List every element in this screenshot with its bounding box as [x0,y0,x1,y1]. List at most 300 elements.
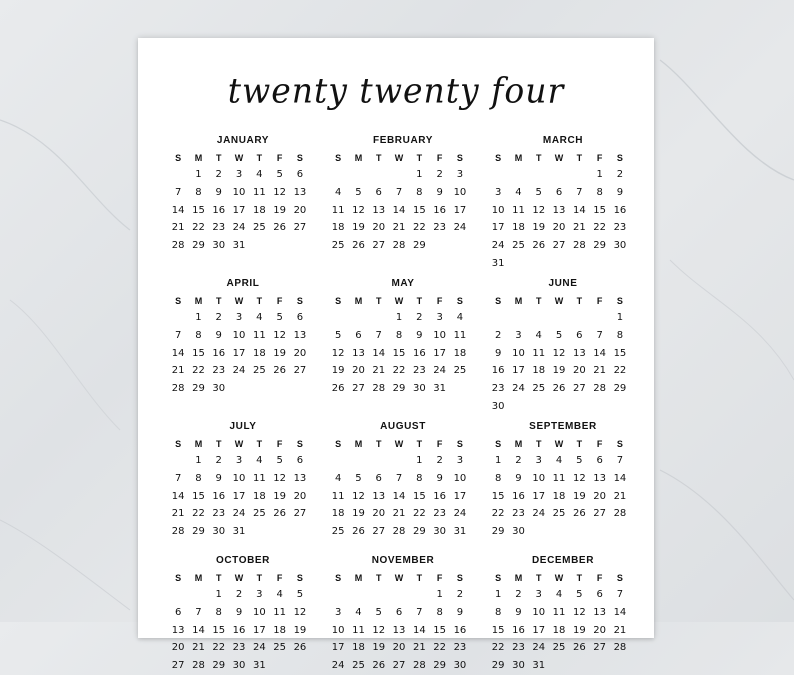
calendar-page [138,38,654,672]
day-cell: 1 [195,455,202,466]
day-cell: 16 [212,347,226,359]
day-cell: 12 [293,606,307,618]
day-cell: 16 [212,204,226,216]
day-cell: 4 [355,606,362,618]
day-cell: 24 [232,365,246,377]
day-cell: 21 [613,490,627,502]
day-cell: 30 [433,526,446,538]
day-cell: 18 [252,347,266,359]
weekday-label: T [256,439,263,449]
day-cell: 7 [375,329,382,341]
day-cell: 27 [293,508,307,520]
weekday-label: S [495,153,502,163]
day-cell: 8 [616,329,624,341]
empty-cell [328,309,348,327]
weekday-label: S [175,573,182,583]
weekday-label: T [375,573,382,583]
empty-cell [488,309,508,327]
weekday-label: T [535,153,542,163]
day-cell: 24 [331,660,345,672]
weekday-label: M [354,439,363,449]
weekday-label: F [436,296,443,306]
weekday-label: W [554,296,564,306]
day-cell: 3 [535,455,542,466]
day-cell: 30 [232,660,246,672]
day-cell: 3 [535,589,542,600]
empty-cell [168,309,188,327]
month-grid [488,437,638,541]
day-cell: 16 [613,204,627,216]
day-cell: 28 [593,383,606,395]
day-cell: 5 [535,186,542,198]
empty-cell [508,166,528,184]
day-cell: 22 [491,642,505,654]
day-cell: 26 [352,240,365,252]
day-cell: 25 [512,240,525,252]
day-cell: 18 [532,365,546,377]
day-cell: 24 [232,508,246,520]
day-cell: 8 [215,606,222,618]
empty-cell [369,309,389,327]
weekday-label: F [276,153,283,163]
day-cell: 26 [273,508,286,520]
weekday-label: S [456,296,463,306]
weekday-label: T [416,296,423,306]
day-cell: 3 [235,455,243,466]
day-cell: 25 [552,642,566,654]
day-cell: 24 [232,222,246,234]
day-cell: 17 [232,204,246,216]
day-cell: 14 [572,204,586,216]
weekday-label: T [375,153,382,163]
day-cell: 14 [192,624,205,636]
day-cell: 3 [235,169,243,180]
day-cell: 3 [494,186,502,198]
empty-cell [328,166,348,184]
day-cell: 19 [532,222,546,234]
empty-cell [348,166,368,184]
month-june [488,277,638,416]
day-cell: 3 [436,312,443,323]
day-cell: 12 [273,472,286,484]
day-cell: 26 [552,383,566,395]
day-cell: 23 [433,508,446,520]
day-cell: 30 [412,383,426,395]
weekday-label: W [234,153,244,163]
day-cell: 19 [372,642,386,654]
day-cell: 12 [352,490,365,502]
weekday-label: F [436,573,443,583]
day-cell: 11 [352,624,365,636]
day-cell: 5 [334,329,342,341]
day-cell: 3 [256,589,263,600]
day-cell: 5 [576,589,583,600]
day-cell: 30 [613,240,627,252]
weekday-label: S [175,296,182,306]
day-cell: 14 [613,606,627,618]
day-cell: 20 [171,642,185,654]
day-cell: 18 [252,204,266,216]
day-cell: 21 [171,508,185,520]
day-cell: 10 [453,186,467,198]
day-cell: 21 [613,624,627,636]
day-cell: 24 [252,642,266,654]
day-cell: 26 [273,222,286,234]
day-cell: 5 [576,455,583,466]
day-cell: 7 [174,186,182,198]
day-cell: 15 [192,347,205,359]
day-cell: 13 [552,204,566,216]
day-cell: 4 [276,589,283,600]
day-cell: 10 [532,606,546,618]
day-cell: 6 [375,186,382,198]
month-grid [328,437,478,541]
weekday-label: M [194,573,203,583]
day-cell: 16 [512,624,525,636]
empty-cell [529,166,549,184]
day-cell: 22 [392,365,406,377]
day-cell: 10 [232,186,246,198]
weekday-label: S [335,439,342,449]
month-name: NOVEMBER [371,555,435,566]
weekday-label: T [576,153,583,163]
weekday-label: F [596,573,603,583]
day-cell: 13 [593,472,606,484]
day-cell: 6 [296,455,304,466]
day-cell: 14 [372,347,386,359]
day-cell: 17 [232,490,246,502]
month-march [488,134,638,273]
empty-cell [549,166,569,184]
day-cell: 11 [552,472,566,484]
day-cell: 21 [572,222,586,234]
day-cell: 17 [532,624,546,636]
day-cell: 7 [395,186,403,198]
day-cell: 13 [293,186,307,198]
day-cell: 18 [273,624,286,636]
day-cell: 13 [593,606,606,618]
day-cell: 1 [616,312,624,323]
weekday-label: T [535,573,542,583]
day-cell: 17 [433,347,446,359]
day-cell: 28 [171,240,185,252]
weekday-label: S [335,296,342,306]
day-cell: 6 [296,169,304,180]
day-cell: 18 [552,624,566,636]
weekday-label: T [215,296,222,306]
day-cell: 28 [171,526,185,538]
day-cell: 12 [372,624,386,636]
day-cell: 2 [215,169,222,180]
weekday-label: S [296,439,303,449]
day-cell: 13 [352,347,365,359]
month-grid [168,437,318,541]
day-cell: 23 [433,222,446,234]
day-cell: 31 [232,526,246,538]
day-cell: 27 [171,660,185,672]
weekday-label: W [394,439,404,449]
day-cell: 8 [494,472,502,484]
weekday-label: T [416,153,423,163]
day-cell: 14 [171,490,185,502]
day-cell: 11 [512,204,525,216]
day-cell: 25 [453,365,467,377]
day-cell: 11 [552,606,566,618]
day-cell: 28 [192,660,205,672]
day-cell: 19 [273,347,286,359]
calendar-title: twenty twenty four [227,70,565,111]
empty-cell [348,309,368,327]
day-cell: 9 [235,606,243,618]
weekday-label: S [495,573,502,583]
weekday-label: M [194,153,203,163]
day-cell: 7 [596,329,603,341]
day-cell: 18 [252,490,266,502]
day-cell: 2 [436,169,443,180]
day-cell: 23 [212,508,226,520]
day-cell: 3 [515,329,522,341]
day-cell: 21 [192,642,205,654]
day-cell: 24 [532,642,546,654]
day-cell: 15 [192,204,205,216]
day-cell: 9 [416,329,423,341]
day-cell: 10 [433,329,446,341]
day-cell: 19 [293,624,307,636]
day-cell: 20 [372,222,386,234]
day-cell: 23 [512,642,525,654]
day-cell: 1 [416,169,423,180]
month-october [168,554,318,675]
weekday-label: W [554,439,564,449]
weekday-label: S [616,439,623,449]
day-cell: 29 [192,383,205,395]
weekday-label: F [276,439,283,449]
empty-cell [569,309,589,327]
day-cell: 12 [331,347,345,359]
weekday-label: T [215,439,222,449]
weekday-label: S [616,153,623,163]
day-cell: 18 [331,508,345,520]
day-cell: 31 [453,526,467,538]
weekday-label: S [296,573,303,583]
weekday-label: W [234,573,244,583]
weekday-label: W [394,573,404,583]
weekday-label: S [335,573,342,583]
day-cell: 22 [192,365,205,377]
day-cell: 6 [576,329,583,341]
weekday-label: S [616,296,623,306]
day-cell: 4 [555,455,563,466]
month-name: APRIL [226,278,260,289]
weekday-label: M [514,153,523,163]
day-cell: 25 [252,222,266,234]
month-name: OCTOBER [215,555,271,566]
day-cell: 24 [453,508,467,520]
day-cell: 31 [491,257,505,269]
weekday-label: F [596,439,603,449]
empty-cell [369,452,389,470]
day-cell: 22 [212,642,226,654]
day-cell: 1 [395,312,403,323]
day-cell: 13 [372,490,386,502]
weekday-label: T [576,296,583,306]
weekday-label: T [256,296,263,306]
day-cell: 16 [491,365,505,377]
day-cell: 5 [276,169,283,180]
day-cell: 23 [613,222,627,234]
day-cell: 6 [174,606,182,618]
day-cell: 22 [433,642,446,654]
day-cell: 22 [192,222,205,234]
month-name: JULY [229,421,257,432]
day-cell: 20 [293,204,307,216]
day-cell: 9 [215,329,222,341]
day-cell: 21 [171,222,185,234]
day-cell: 2 [494,329,502,341]
day-cell: 23 [491,383,505,395]
weekday-label: M [354,296,363,306]
day-cell: 14 [412,624,426,636]
weekday-label: M [514,573,523,583]
month-name: JANUARY [216,135,270,146]
weekday-label: T [576,439,583,449]
day-cell: 31 [232,240,246,252]
weekday-label: T [416,573,423,583]
day-cell: 27 [593,642,606,654]
day-cell: 12 [552,347,566,359]
month-name: DECEMBER [531,555,595,566]
day-cell: 17 [532,490,546,502]
day-cell: 2 [416,312,423,323]
day-cell: 19 [352,222,365,234]
day-cell: 6 [395,606,403,618]
day-cell: 8 [395,329,403,341]
weekday-label: F [596,296,603,306]
weekday-label: S [456,439,463,449]
weekday-label: S [495,439,502,449]
empty-cell [409,586,429,604]
day-cell: 1 [215,589,222,600]
day-cell: 10 [252,606,266,618]
day-cell: 30 [212,526,226,538]
day-cell: 23 [212,365,226,377]
day-cell: 12 [273,329,286,341]
month-grid [168,571,318,675]
day-cell: 14 [593,347,606,359]
day-cell: 18 [352,642,365,654]
day-cell: 25 [532,383,546,395]
day-cell: 21 [392,508,406,520]
weekday-label: T [256,153,263,163]
weekday-label: T [416,439,423,449]
day-cell: 18 [552,490,566,502]
day-cell: 29 [412,526,426,538]
day-cell: 9 [436,472,443,484]
day-cell: 31 [433,383,446,395]
day-cell: 15 [392,347,406,359]
day-cell: 12 [352,204,365,216]
day-cell: 8 [195,472,202,484]
day-cell: 22 [593,222,606,234]
weekday-label: T [576,573,583,583]
day-cell: 2 [515,589,522,600]
day-cell: 8 [436,606,443,618]
day-cell: 2 [215,312,222,323]
weekday-label: T [215,573,222,583]
day-cell: 26 [372,660,386,672]
day-cell: 8 [416,472,423,484]
day-cell: 15 [491,490,505,502]
day-cell: 23 [212,222,226,234]
day-cell: 26 [352,526,365,538]
weekday-label: T [215,153,222,163]
weekday-label: F [276,296,283,306]
day-cell: 25 [552,508,566,520]
month-name: SEPTEMBER [529,421,597,432]
day-cell: 2 [616,169,624,180]
day-cell: 1 [436,589,443,600]
day-cell: 2 [235,589,243,600]
weekday-label: S [175,439,182,449]
day-cell: 5 [355,186,362,198]
day-cell: 17 [232,347,246,359]
day-cell: 7 [576,186,583,198]
day-cell: 14 [171,347,185,359]
day-cell: 26 [532,240,546,252]
day-cell: 26 [331,383,345,395]
day-cell: 31 [252,660,266,672]
day-cell: 10 [232,329,246,341]
day-cell: 10 [512,347,525,359]
day-cell: 27 [293,365,307,377]
day-cell: 29 [212,660,226,672]
empty-cell [549,309,569,327]
day-cell: 12 [532,204,546,216]
day-cell: 29 [392,383,406,395]
weekday-label: S [495,296,502,306]
empty-cell [328,586,348,604]
day-cell: 14 [171,204,185,216]
day-cell: 6 [296,312,304,323]
day-cell: 9 [456,606,464,618]
weekday-label: M [514,439,523,449]
day-cell: 6 [555,186,563,198]
month-february [328,134,478,255]
day-cell: 24 [491,240,505,252]
day-cell: 12 [273,186,286,198]
empty-cell [188,586,208,604]
day-cell: 28 [392,240,406,252]
day-cell: 19 [273,204,286,216]
day-cell: 23 [512,508,525,520]
day-cell: 24 [532,508,546,520]
day-cell: 21 [412,642,426,654]
day-cell: 9 [494,347,502,359]
day-cell: 28 [572,240,586,252]
day-cell: 18 [331,222,345,234]
weekday-label: W [394,153,404,163]
day-cell: 5 [296,589,304,600]
day-cell: 8 [195,186,202,198]
day-cell: 24 [512,383,525,395]
day-cell: 20 [392,642,406,654]
day-cell: 4 [334,472,342,484]
weekday-label: F [276,573,283,583]
day-cell: 25 [252,365,266,377]
day-cell: 27 [372,526,386,538]
day-cell: 14 [392,204,406,216]
day-cell: 6 [596,589,603,600]
